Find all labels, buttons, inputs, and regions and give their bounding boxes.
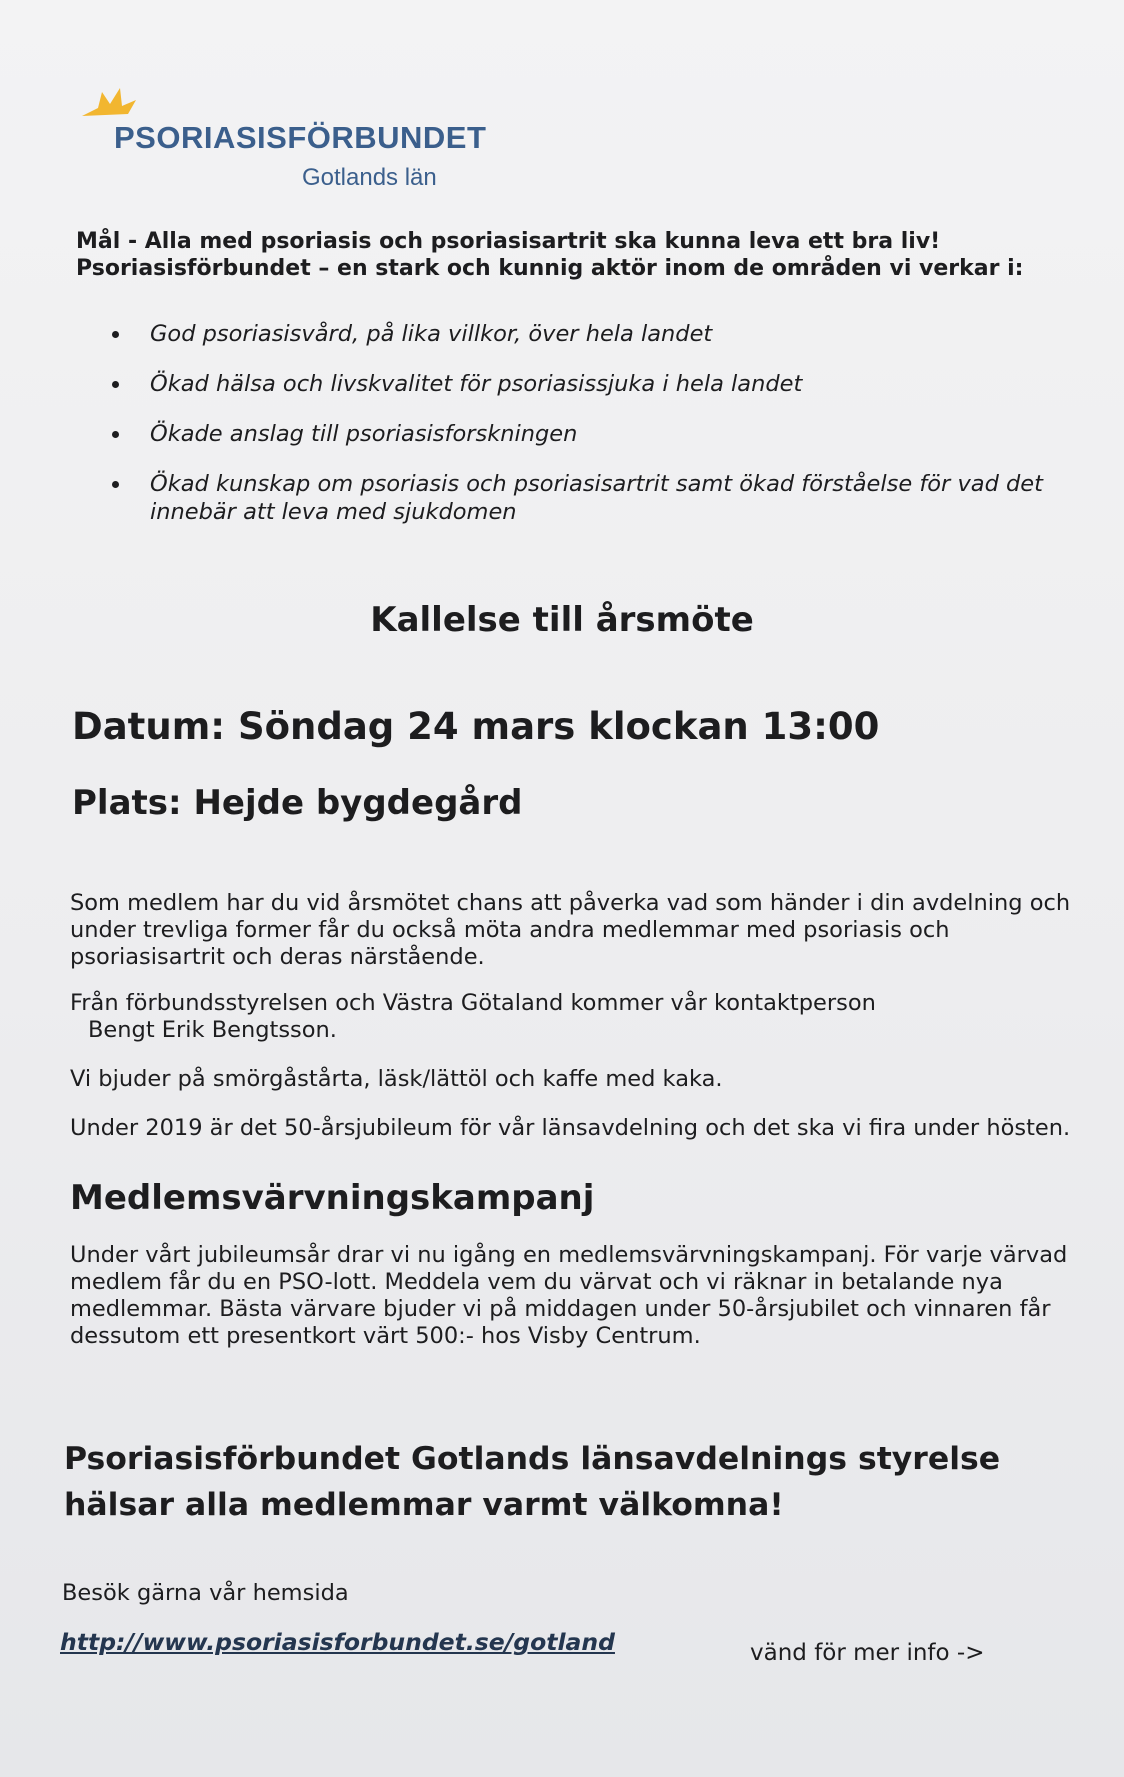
mission-line-1: Mål - Alla med psoriasis och psoriasisartrit ska kunna leva ett bra liv! xyxy=(76,229,941,254)
goal-item: Ökad kunskap om psoriasis och psoriasisartrit samt ökad förståelse för vad det innebär att leva med sjukdomen xyxy=(108,470,1098,526)
meeting-place: Plats: Hejde bygdegård xyxy=(72,783,523,823)
contact-text: Från förbundsstyrelsen och Västra Götaland kommer vår kontaktperson xyxy=(70,990,876,1016)
campaign-paragraph: Under vårt jubileumsår drar vi nu igång en medlemsvärvningskampanj. För varje värvad medlem får du en PSO-lott. Meddela vem du värvat och vi räknar in betalande nya medlemmar. Bästa värvare bjuder vi på middagen under 50-årsjubilet och vinnaren får dessutom ett presentkort värt 500:- hos Visby Centrum. xyxy=(70,1242,1068,1349)
members-paragraph: Som medlem har du vid årsmötet chans att påverka vad som händer i din avdelning och under trevliga former får du också möta andra medlemmar med psoriasis och psoriasisartrit och deras närstående. xyxy=(70,890,1071,970)
mission-line-2: Psoriasisförbundet – en stark och kunnig aktör inom de områden vi verkar i: xyxy=(76,256,1024,281)
goals-list xyxy=(108,320,1098,548)
goal-item: God psoriasisvård, på lika villkor, över hela landet xyxy=(108,320,1098,348)
jubilee-paragraph: Under 2019 är det 50-årsjubileum för vår länsavdelning och det ska vi fira under hösten. xyxy=(70,1115,1071,1141)
food-paragraph: Vi bjuder på smörgåstårta, läsk/lättöl och kaffe med kaka. xyxy=(70,1066,723,1092)
contact-name: Bengt Erik Bengtsson. xyxy=(88,1017,337,1043)
logo-region: Gotlands län xyxy=(302,164,437,191)
website-link[interactable]: http://www.psoriasisforbundet.se/gotland xyxy=(60,1628,615,1656)
mission-statement xyxy=(76,228,1106,282)
turn-page-note: vänd för mer info -> xyxy=(750,1640,985,1666)
goal-item: Ökade anslag till psoriasisforskningen xyxy=(108,420,1098,448)
meeting-date: Datum: Söndag 24 mars klockan 13:00 xyxy=(72,705,880,748)
contact-paragraph xyxy=(70,990,1110,1044)
goal-item: Ökad hälsa och livskvalitet för psoriasissjuka i hela landet xyxy=(108,370,1098,398)
campaign-title: Medlemsvärvningskampanj xyxy=(70,1178,595,1218)
visit-text: Besök gärna vår hemsida xyxy=(62,1580,349,1606)
logo-name: PSORIASISFÖRBUNDET xyxy=(114,120,487,155)
invitation-title: Kallelse till årsmöte xyxy=(370,600,754,640)
welcome-message: Psoriasisförbundet Gotlands länsavdelnings styrelse hälsar alla medlemmar varmt välkomna! xyxy=(64,1441,1001,1523)
